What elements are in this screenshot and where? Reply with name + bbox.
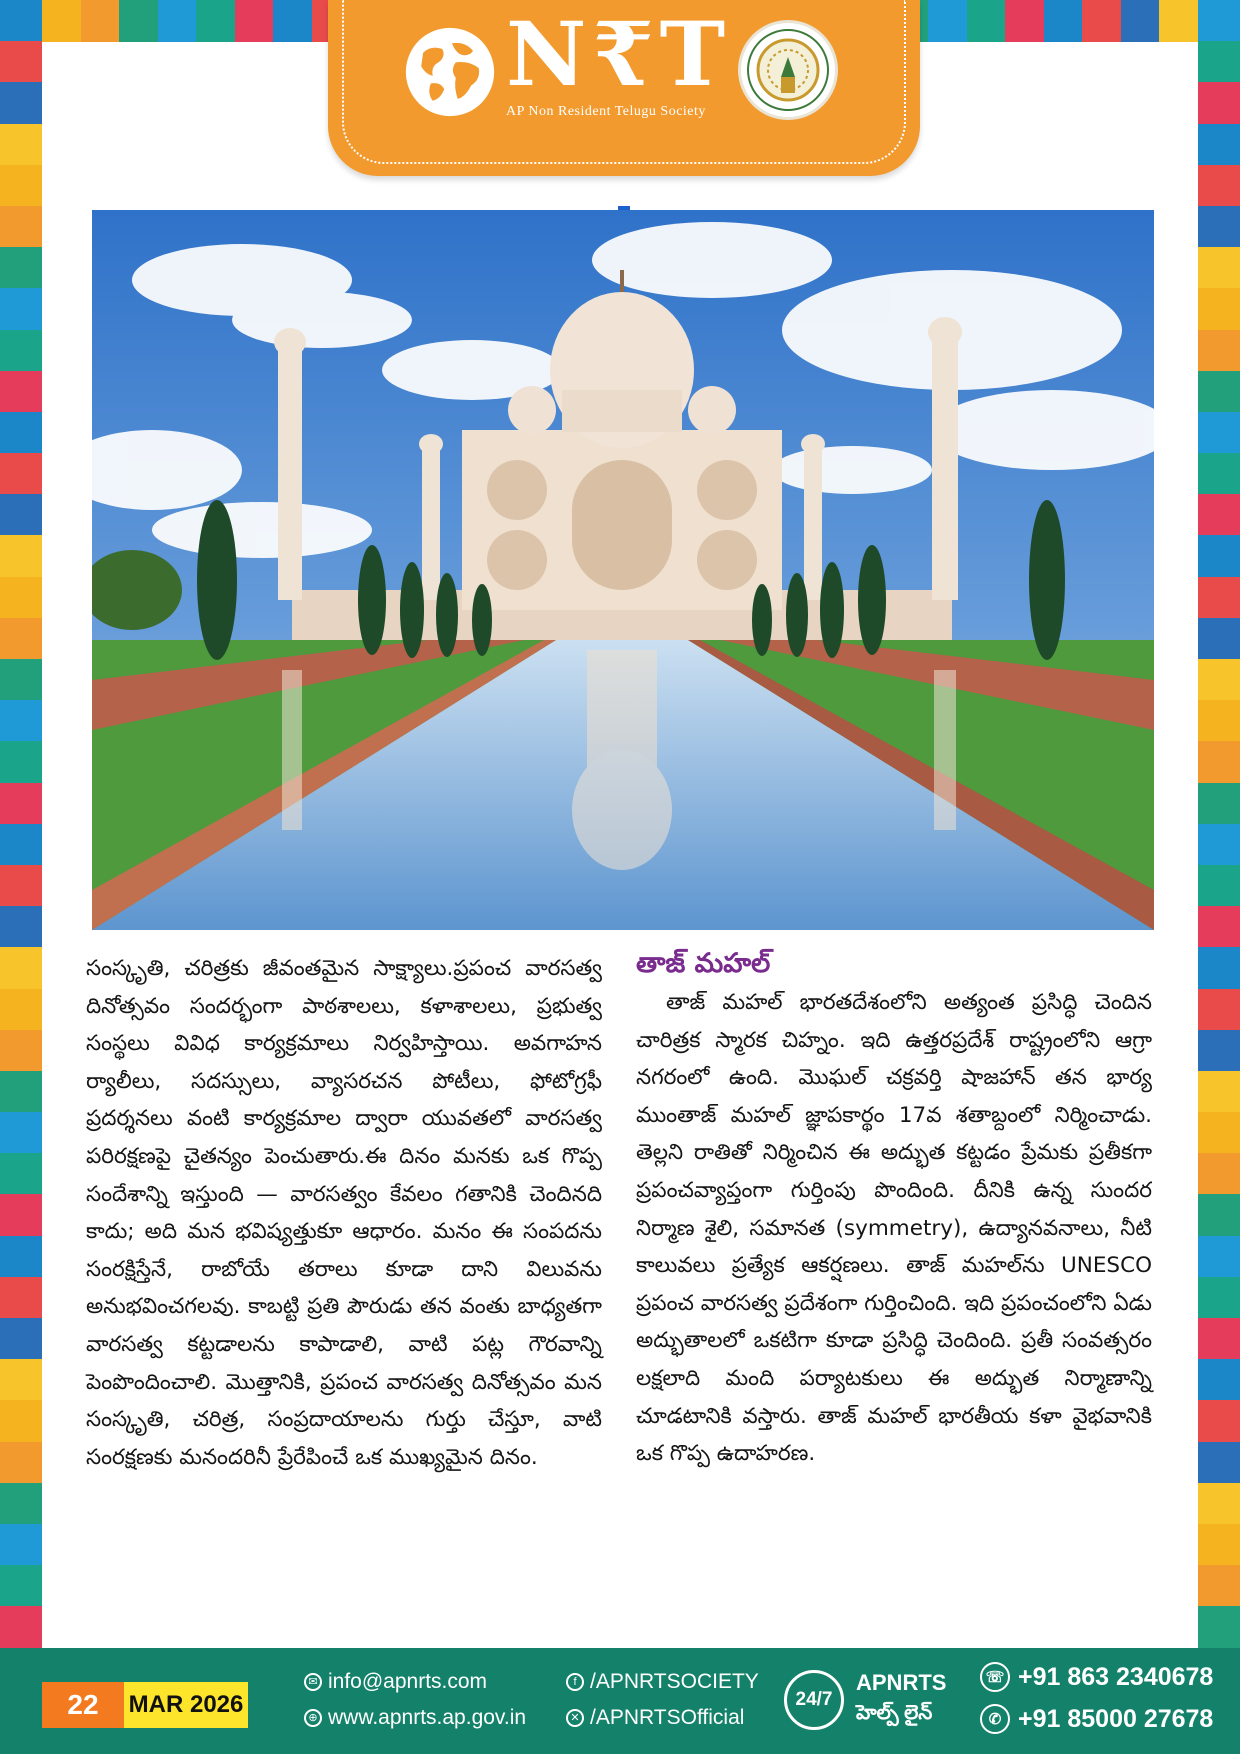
stripe-segment	[0, 82, 42, 123]
stripe-segment	[1198, 82, 1240, 123]
stripe-segment	[1198, 1359, 1240, 1400]
left-decorative-strip	[0, 0, 42, 1648]
footer-x[interactable]	[566, 1706, 744, 1730]
taj-mahal-photo	[92, 210, 1154, 930]
globe-small-icon: ⊕	[304, 1709, 322, 1727]
stripe-segment	[0, 1318, 42, 1359]
header-logo-badge	[328, 0, 920, 176]
stripe-segment	[0, 577, 42, 618]
stripe-segment	[0, 618, 42, 659]
right-decorative-strip	[1198, 0, 1240, 1648]
stripe-segment	[0, 1400, 42, 1441]
issue-date: MAR 2026	[124, 1682, 248, 1728]
helpline-title: APNRTS	[856, 1670, 947, 1695]
footer-email[interactable]	[304, 1670, 487, 1694]
stripe-segment	[1198, 535, 1240, 576]
stripe-segment	[1198, 989, 1240, 1030]
stripe-segment	[1198, 412, 1240, 453]
phone1-text: +91 863 2340678	[1018, 1662, 1214, 1691]
stripe-segment	[0, 371, 42, 412]
stripe-segment	[1005, 0, 1044, 42]
phone2-text: +91 85000 27678	[1018, 1704, 1214, 1733]
stripe-segment	[1198, 700, 1240, 741]
phone-icon: ☏	[980, 1662, 1010, 1692]
stripe-segment	[1198, 124, 1240, 165]
stripe-segment	[1198, 330, 1240, 371]
stripe-segment	[1198, 288, 1240, 329]
stripe-segment	[1198, 865, 1240, 906]
stripe-segment	[0, 330, 42, 371]
stripe-segment	[0, 453, 42, 494]
stripe-segment	[1082, 0, 1121, 42]
stripe-segment	[1198, 1071, 1240, 1112]
stripe-segment	[0, 1194, 42, 1235]
stripe-segment	[0, 1606, 42, 1647]
stripe-segment	[0, 1112, 42, 1153]
footer-bar	[0, 1648, 1240, 1754]
stripe-segment	[0, 165, 42, 206]
stripe-segment	[1198, 741, 1240, 782]
stripe-segment	[0, 0, 42, 41]
article-title: తాజ్ మహల్	[636, 948, 771, 979]
helpline-subtitle: హెల్ప్ లైన్	[856, 1702, 933, 1724]
footer-phone-1[interactable]	[980, 1662, 1213, 1692]
stripe-segment	[42, 0, 81, 42]
stripe-segment	[0, 412, 42, 453]
brand-logotype: N₹T	[506, 2, 732, 106]
globe-icon	[402, 24, 498, 120]
stripe-segment	[0, 865, 42, 906]
stripe-segment	[0, 535, 42, 576]
stripe-segment	[196, 0, 235, 42]
stripe-segment	[0, 1524, 42, 1565]
stripe-segment	[0, 741, 42, 782]
stripe-segment	[0, 206, 42, 247]
stripe-segment	[0, 989, 42, 1030]
stripe-segment	[0, 124, 42, 165]
stripe-segment	[0, 1483, 42, 1524]
right-column-text: తాజ్ మహల్ భారతదేశంలోని అత్యంత ప్రసిద్ధి చెందిన చారిత్రక స్మారక చిహ్నం. ఇది ఉత్తరప్రదేశ్ రాష్ట్రంలోని ఆగ్రా నగరంలో ఉంది. మొఘల్ చక్రవర్తి షాజహాన్ తన భార్య ముంతాజ్ మహల్ జ్ఞాపకార్థం 17వ శతాబ్దంలో నిర్మించాడు. తెల్లని రాతితో నిర్మించిన ఈ అద్భుత కట్టడం ప్రేమకు ప్రతీకగా ప్రపంచవ్యాప్తంగా గుర్తింపు పొందింది. దీనికి ఉన్న సుందర నిర్మాణ శైలి, సమానత (symmetry), ఉద్యానవనాలు, నీటి కాలువలు ప్రత్యేక ఆకర్షణలు. తాజ్ మహల్‌ను UNESCO ప్రపంచ వారసత్వ ప్రదేశంగా గుర్తించింది. ఇది ప్రపంచంలోని ఏడు అద్భుతాలలో ఒకటిగా కూడా ప్రసిద్ధి చెందింది. ప్రతీ సంవత్సరం లక్షలాది మంది పర్యాటకులు ఈ అద్భుత నిర్మాణాన్ని చూడటానికి వస్తారు. తాజ్ మహల్ భారతీయ కళా వైభవానికి ఒక గొప్ప ఉదాహరణ.	[636, 990, 1152, 1467]
stripe-segment	[1198, 618, 1240, 659]
article-left-column	[86, 950, 602, 1476]
mail-icon: ✉	[304, 1673, 322, 1691]
stripe-segment	[1198, 1112, 1240, 1153]
stripe-segment	[0, 700, 42, 741]
footer-facebook[interactable]	[566, 1670, 759, 1694]
facebook-text: /APNRTSOCIETY	[590, 1670, 759, 1693]
facebook-icon: f	[566, 1673, 584, 1691]
stripe-segment	[1198, 1236, 1240, 1277]
stripe-segment	[1198, 41, 1240, 82]
brand-subtitle: AP Non Resident Telugu Society	[506, 104, 706, 119]
badge-24-7: 24/7	[784, 1670, 844, 1730]
stripe-segment	[1198, 1153, 1240, 1194]
stripe-segment	[1198, 824, 1240, 865]
stripe-segment	[158, 0, 197, 42]
stripe-segment	[0, 247, 42, 288]
stripe-segment	[1198, 247, 1240, 288]
page-number: 22	[42, 1682, 124, 1728]
stripe-segment	[1198, 906, 1240, 947]
stripe-segment	[0, 288, 42, 329]
stripe-segment	[1198, 371, 1240, 412]
stripe-segment	[235, 0, 274, 42]
stripe-segment	[1198, 1565, 1240, 1606]
email-text: info@apnrts.com	[328, 1670, 488, 1693]
stripe-segment	[967, 0, 1006, 42]
website-text: www.apnrts.ap.gov.in	[328, 1706, 527, 1729]
stripe-segment	[1198, 577, 1240, 618]
stripe-segment	[0, 1565, 42, 1606]
whatsapp-icon: ✆	[980, 1704, 1010, 1734]
stripe-segment	[1198, 1400, 1240, 1441]
stripe-segment	[1198, 1483, 1240, 1524]
article-right-column	[636, 950, 1152, 1473]
x-text: /APNRTSOfficial	[590, 1706, 745, 1729]
stripe-segment	[273, 0, 312, 42]
footer-phone-2[interactable]	[980, 1704, 1213, 1734]
stripe-segment	[1198, 947, 1240, 988]
stripe-segment	[1044, 0, 1083, 42]
stripe-segment	[0, 1442, 42, 1483]
stripe-segment	[0, 906, 42, 947]
stripe-segment	[1198, 1606, 1240, 1647]
stripe-segment	[0, 659, 42, 700]
footer-website[interactable]	[304, 1706, 526, 1730]
stripe-segment	[1198, 1030, 1240, 1071]
stripe-segment	[1198, 165, 1240, 206]
stripe-segment	[0, 494, 42, 535]
stripe-segment	[0, 1071, 42, 1112]
stripe-segment	[0, 41, 42, 82]
stripe-segment	[0, 1277, 42, 1318]
stripe-segment	[1198, 1194, 1240, 1235]
stripe-segment	[1198, 0, 1240, 41]
state-emblem-icon	[738, 20, 838, 120]
stripe-segment	[1198, 1318, 1240, 1359]
stripe-segment	[1198, 1442, 1240, 1483]
stripe-segment	[928, 0, 967, 42]
stripe-segment	[1198, 494, 1240, 535]
stripe-segment	[1198, 1277, 1240, 1318]
stripe-segment	[1198, 206, 1240, 247]
stripe-segment	[0, 947, 42, 988]
stripe-segment	[1121, 0, 1160, 42]
x-icon: ✕	[566, 1709, 584, 1727]
stripe-segment	[1159, 0, 1198, 42]
stripe-segment	[0, 1153, 42, 1194]
stripe-segment	[0, 1030, 42, 1071]
stripe-segment	[0, 824, 42, 865]
stripe-segment	[1198, 1524, 1240, 1565]
stripe-segment	[0, 1359, 42, 1400]
stripe-segment	[1198, 659, 1240, 700]
helpline-label	[856, 1668, 946, 1728]
stripe-segment	[0, 783, 42, 824]
stripe-segment	[1198, 453, 1240, 494]
left-column-text: సంస్కృతి, చరిత్రకు జీవంతమైన సాక్ష్యాలు.ప్రపంచ వారసత్వ దినోత్సవం సందర్భంగా పాఠశాలలు, కళాశాలలు, ప్రభుత్వ సంస్థలు వివిధ కార్యక్రమాలు నిర్వహిస్తాయి. అవగాహన ర్యాలీలు, సదస్సులు, వ్యాసరచన పోటీలు, ఫోటోగ్రఫీ ప్రదర్శనలు వంటి కార్యక్రమాల ద్వారా యువతలో వారసత్వ పరిరక్షణపై చైతన్యం పెంచుతారు.ఈ దినం మనకు ఒక గొప్ప సందేశాన్ని ఇస్తుంది — వారసత్వం కేవలం గతానికి చెందినది కాదు; అది మన భవిష్యత్తుకూ ఆధారం. మనం ఈ సంపదను సంరక్షిస్తేనే, రాబోయే తరాలు కూడా దాని విలువను అనుభవించగలవు. కాబట్టి ప్రతి పౌరుడు తన వంతు బాధ్యతగా వారసత్వ కట్టడాలను కాపాడాలి, వాటి పట్ల గౌరవాన్ని పెంపొందించాలి. మొత్తానికి, ప్రపంచ వారసత్వ దినోత్సవం మన సంస్కృతి, చరిత్ర, సంప్రదాయాలను గుర్తు చేస్తూ, వాటి సంరక్షణకు మనందరినీ ప్రేరేపించే ఒక ముఖ్యమైన దినం.	[86, 956, 602, 1470]
stripe-segment	[81, 0, 120, 42]
stripe-segment	[0, 1236, 42, 1277]
stripe-segment	[1198, 783, 1240, 824]
stripe-segment	[119, 0, 158, 42]
